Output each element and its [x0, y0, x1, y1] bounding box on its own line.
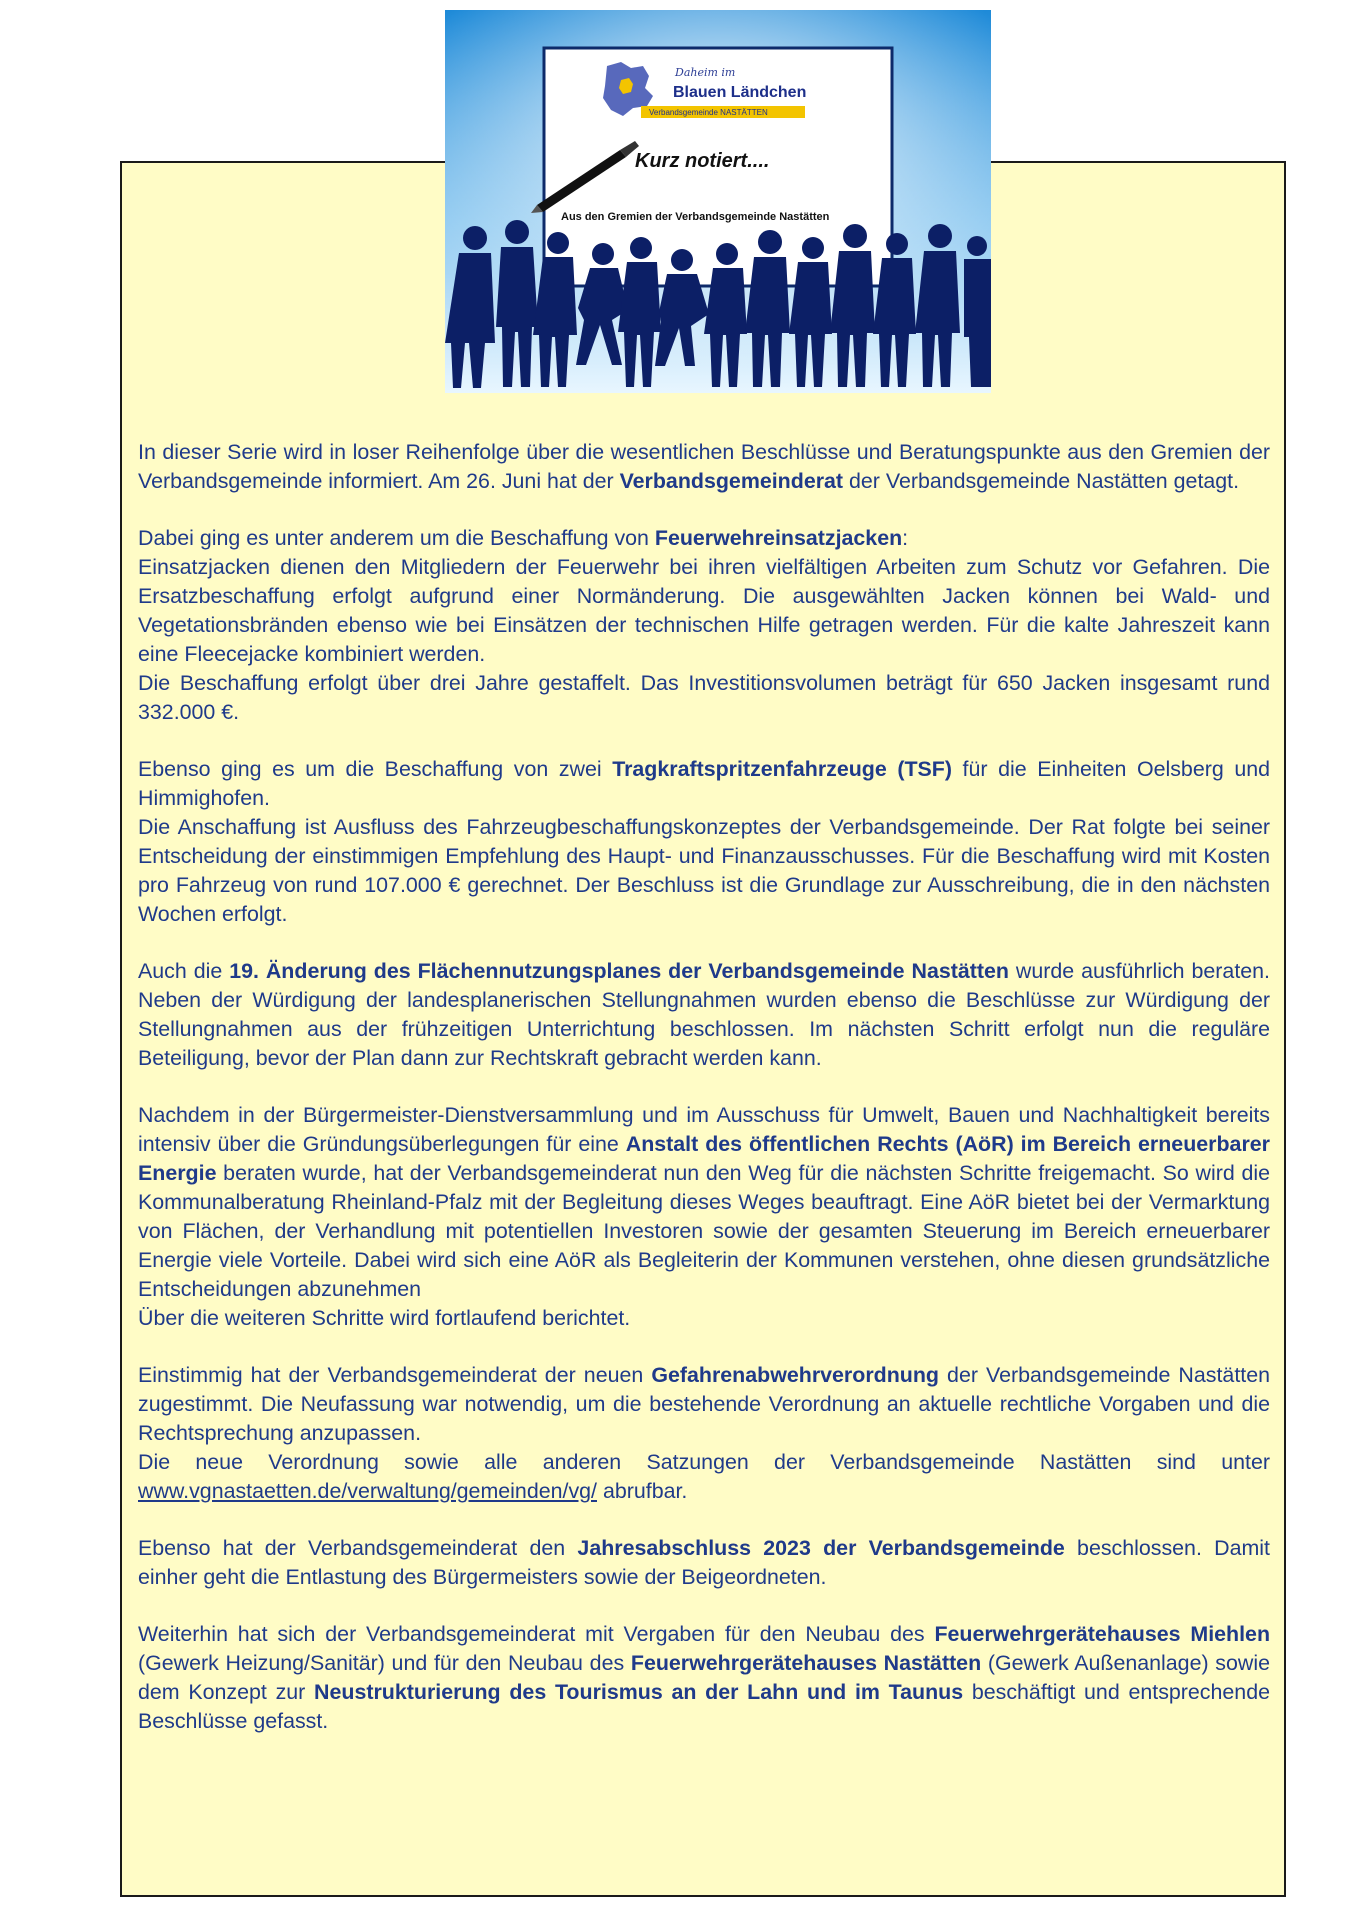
header-banner [445, 10, 991, 393]
paragraph-annual-accounts: Ebenso hat der Verbandsgemeinderat den Jahresabschluss 2023 der Verbandsgemeinde beschlossen. Damit einher geht die Entlastung des Bürgermeisters sowie der Beigeordneten. [138, 1536, 1271, 1589]
paragraph-fnp: Auch die 19. Änderung des Flächennutzungsplanes der Verbandsgemeinde Nastätten wurde ausführlich beraten. Neben der Würdigung der landesplanerischen Stellungnahmen wurden ebenso die Beschlüsse zur Würdigung der Stellungnahmen aus der frühzeitigen Unterrichtung beschlossen. Im nächsten Schritt erfolgt nun die reguläre Beteiligung, bevor der Plan dann zur Rechtskraft gebracht werden kann. [138, 959, 1271, 1070]
paragraph-tsf: Ebenso ging es um die Beschaffung von zwei Tragkraftspritzenfahrzeuge (TSF) für die Einheiten Oelsberg und Himmighofen. Die Anschaffung ist Ausfluss des Fahrzeugbeschaffungskonzeptes der Verbandsgemeinde. Der Rat folgte bei seiner Entscheidung der einstimmigen Empfehlung des Haupt- und Finanzausschusses. Für die Beschaffung wird mit Kosten pro Fahrzeug von rund 107.000 € gerechnet. Der Beschluss ist die Grundlage zur Ausschreibung, die in den nächsten Wochen erfolgt. [138, 757, 1271, 926]
banner-subtitle: Aus den Gremien der Verbandsgemeinde Nastätten [561, 211, 830, 223]
paragraph-intro: In dieser Serie wird in loser Reihenfolge über die wesentlichen Beschlüsse und Beratungspunkte aus den Gremien der Verbandsgemeinde informiert. Am 26. Juni hat der Verbandsgemeinderat der Verbandsgemeinde Nastätten getagt. [138, 440, 1270, 493]
logo-line1: Daheim im [675, 66, 736, 79]
paragraph-aor: Nachdem in der Bürgermeister-Dienstversammlung und im Ausschuss für Umwelt, Bauen und Nachhaltigkeit bereits intensiv über die Gründungsüberlegungen für eine Anstalt des öffentlichen Rechts (AöR) im Bereich erneuerbarer Energie beraten wurde, hat der Verbandsgemeinderat nun den Weg für die nächsten Schritte freigemacht. So wird die Kommunalberatung Rheinland-Pfalz mit der Begleitung dieses Weges beauftragt. Eine AöR bietet bei der Vermarktung von Flächen, der Verhandlung mit potentiellen Investoren sowie der gesamten Steuerung im Bereich erneuerbarer Energie viele Vorteile. Dabei wird sich eine AöR als Begleiterin der Kommunen verstehen, ohne diesen grundsätzliche Entscheidungen abzunehmen Über die weiteren Schritte wird fortlaufend berichtet. [138, 1103, 1270, 1330]
ordinance-link[interactable]: www.vgnastaetten.de/verwaltung/gemeinden/vg/ [138, 1479, 597, 1503]
logo-sub: Verbandsgemeinde NASTÄTTEN [649, 108, 768, 117]
paragraph-jackets: Dabei ging es unter anderem um die Beschaffung von Feuerwehreinsatzjacken: Einsatzjacken dienen den Mitgliedern der Feuerwehr bei ihren vielfältigen Arbeiten zum Schutz vor Gefahren. Die Ersatzbeschaffung erfolgt aufgrund einer Normänderung. Die ausgewählten Jacken können bei Wald- und Vegetationsbränden ebenso wie bei Einsätzen der technischen Hilfe getragen werden. Für die kalte Jahreszeit kann eine Fleecejacke kombiniert werden. Die Beschaffung erfolgt über drei Jahre gestaffelt. Das Investitionsvolumen beträgt für 650 Jacken insgesamt rund 332.000 €. [138, 526, 1270, 724]
paragraph-ordinance: Einstimmig hat der Verbandsgemeinderat der neuen Gefahrenabwehrverordnung der Verbandsgemeinde Nastätten zugestimmt. Die Neufassung war notwendig, um die bestehende Verordnung an aktuelle rechtliche Vorgaben und die Rechtsprechung anzupassen. Die neue Verordnung sowie alle anderen Satzungen der Verbandsgemeinde Nastätten sind unter www.vgnastaetten.de/verwaltung/gemeinden/vg/ abrufbar. [138, 1363, 1270, 1503]
logo-line2: Blauen Ländchen [673, 84, 807, 101]
paragraph-awards: Weiterhin hat sich der Verbandsgemeinderat mit Vergaben für den Neubau des Feuerwehrgerätehauses Miehlen (Gewerk Heizung/Sanitär) und für den Neubau des Feuerwehrgerätehauses Nastätten (Gewerk Außenanlage) sowie dem Konzept zur Neustrukturierung des Tourismus an der Lahn und im Taunus beschäftigt und entsprechende Beschlüsse gefasst. [138, 1622, 1271, 1733]
banner-title: Kurz notiert.... [635, 150, 770, 172]
article-body [138, 438, 1270, 1764]
